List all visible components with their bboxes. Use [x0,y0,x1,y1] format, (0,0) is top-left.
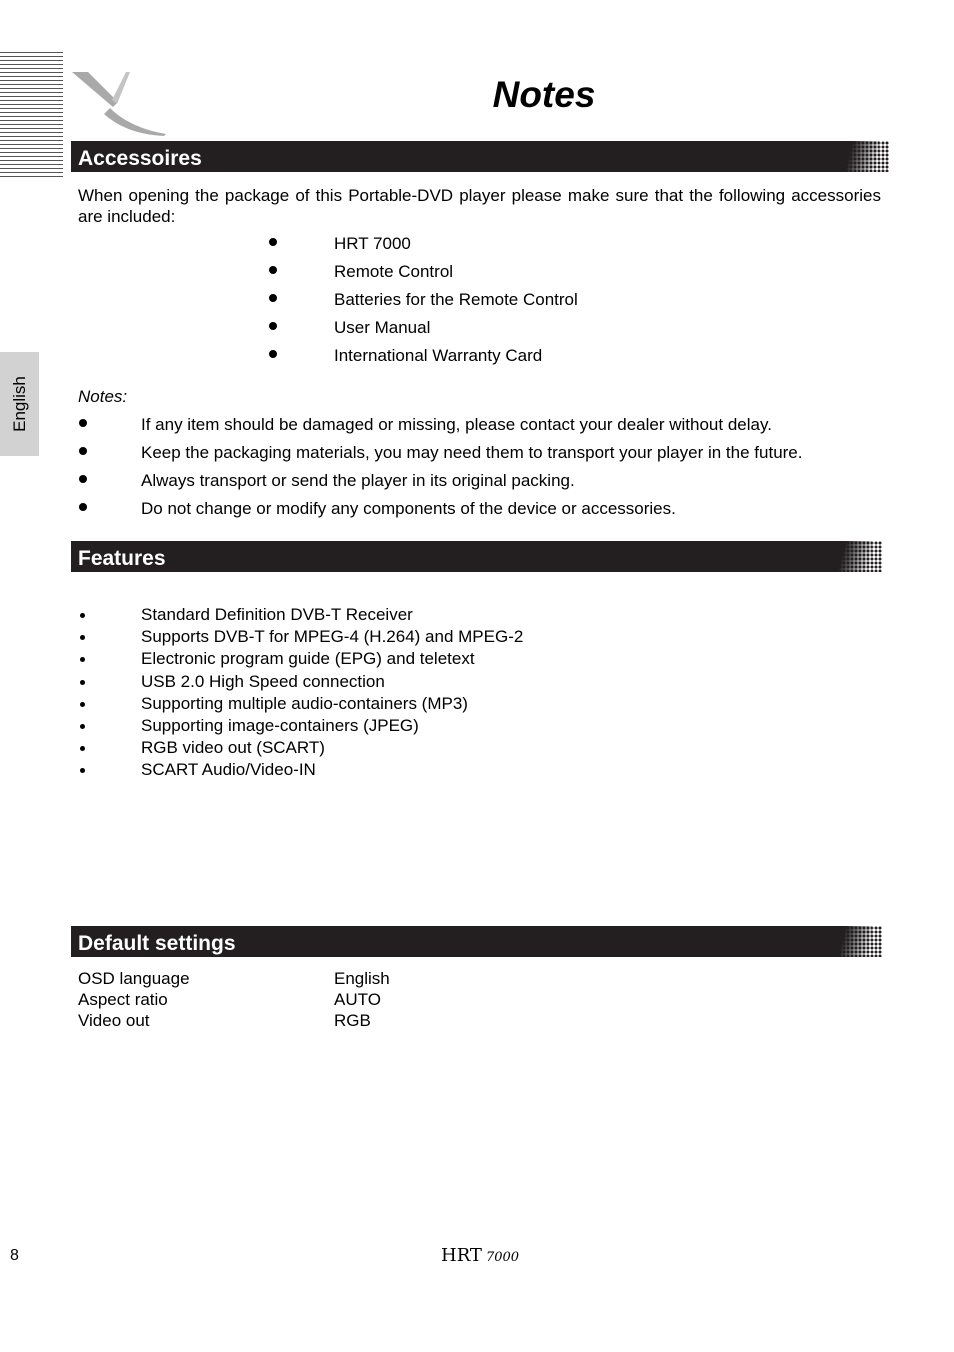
list-item [78,737,523,759]
section-heading-features: Features [78,547,166,570]
setting-label: Video out [78,1011,150,1030]
section-header-default-settings [71,926,872,957]
list-item-text: Always transport or send the player in its original packing. [141,471,575,490]
notes-label: Notes: [78,387,128,406]
accessories-intro-text: When opening the package of this Portable-DVD player please make sure that the following accessories are included: [78,186,881,226]
setting-value: English [334,969,390,988]
list-item [78,693,523,715]
section-heading-default-settings: Default settings [78,932,236,955]
setting-value: RGB [334,1011,371,1030]
bullet-icon [80,657,85,662]
bullet-icon [269,350,277,358]
list-item-text: If any item should be damaged or missing, please contact your dealer without delay. [141,415,772,434]
section-header-features [71,541,872,572]
page-title: Notes [492,74,596,115]
list-item-text: HRT 7000 [334,234,411,253]
table-row [78,1010,478,1031]
bullet-icon [79,475,87,483]
list-item [78,648,523,670]
bullet-icon [79,419,87,427]
list-item [265,259,578,287]
bullet-icon [269,322,277,330]
setting-label: Aspect ratio [78,990,168,1009]
bullet-icon [80,702,85,707]
features-list [78,604,523,782]
table-row [78,989,478,1010]
list-item-text: RGB video out (SCART) [141,738,325,758]
bullet-icon [80,768,85,773]
bullet-icon [80,746,85,751]
list-item [265,231,578,259]
list-item [78,496,802,524]
language-tab-label: English [9,376,29,432]
footer-model-prefix: HRT [441,1245,482,1266]
list-item [78,604,523,626]
list-item [265,343,578,371]
bullet-icon [79,447,87,455]
list-item-text: Supporting multiple audio-containers (MP3) [141,693,468,713]
list-item [78,412,802,440]
list-item [78,440,802,468]
language-tab [0,352,39,456]
list-item-text: Supports DVB-T for MPEG-4 (H.264) and MPEG-2 [141,627,524,647]
list-item-text: Batteries for the Remote Control [334,290,578,309]
list-item-text: Supporting image-containers (JPEG) [141,715,419,735]
setting-label: OSD language [78,969,190,988]
list-item [78,468,802,496]
page-number: 8 [10,1247,19,1264]
header-stripes-decoration [0,52,63,180]
bullet-icon [80,680,85,685]
list-item-text: USB 2.0 High Speed connection [141,671,385,691]
list-item-text: Electronic program guide (EPG) and teletext [141,649,475,669]
list-item-text: Remote Control [334,262,454,281]
default-settings-table [78,968,478,1031]
bullet-icon [269,266,277,274]
table-row [78,968,478,989]
list-item-text: SCART Audio/Video-IN [141,760,316,780]
halftone-decoration [838,926,882,957]
section-header-accessories [71,141,879,172]
list-item [265,315,578,343]
bullet-icon [79,503,87,511]
section-heading-accessories: Accessoires [78,147,202,170]
list-item [78,626,523,648]
list-item-text: Keep the packaging materials, you may need them to transport your player in the future. [141,443,803,462]
accessories-list [265,231,578,371]
halftone-decoration [845,141,889,172]
halftone-decoration [838,541,882,572]
setting-value: AUTO [334,990,381,1009]
list-item [78,715,523,737]
bullet-icon [80,635,85,640]
list-item-text: User Manual [334,318,431,337]
list-item [78,759,523,781]
notes-list [78,412,802,524]
bullet-icon [269,294,277,302]
footer-model-number: 7000 [485,1250,520,1265]
bullet-icon [269,238,277,246]
list-item [265,287,578,315]
list-item [78,671,523,693]
list-item-text: Do not change or modify any components of the device or accessories. [141,499,676,518]
list-item-text: Standard Definition DVB-T Receiver [141,605,413,624]
footer-model-name [441,1245,519,1266]
bullet-icon [80,613,85,618]
bullet-icon [80,724,85,729]
list-item-text: International Warranty Card [334,346,543,365]
